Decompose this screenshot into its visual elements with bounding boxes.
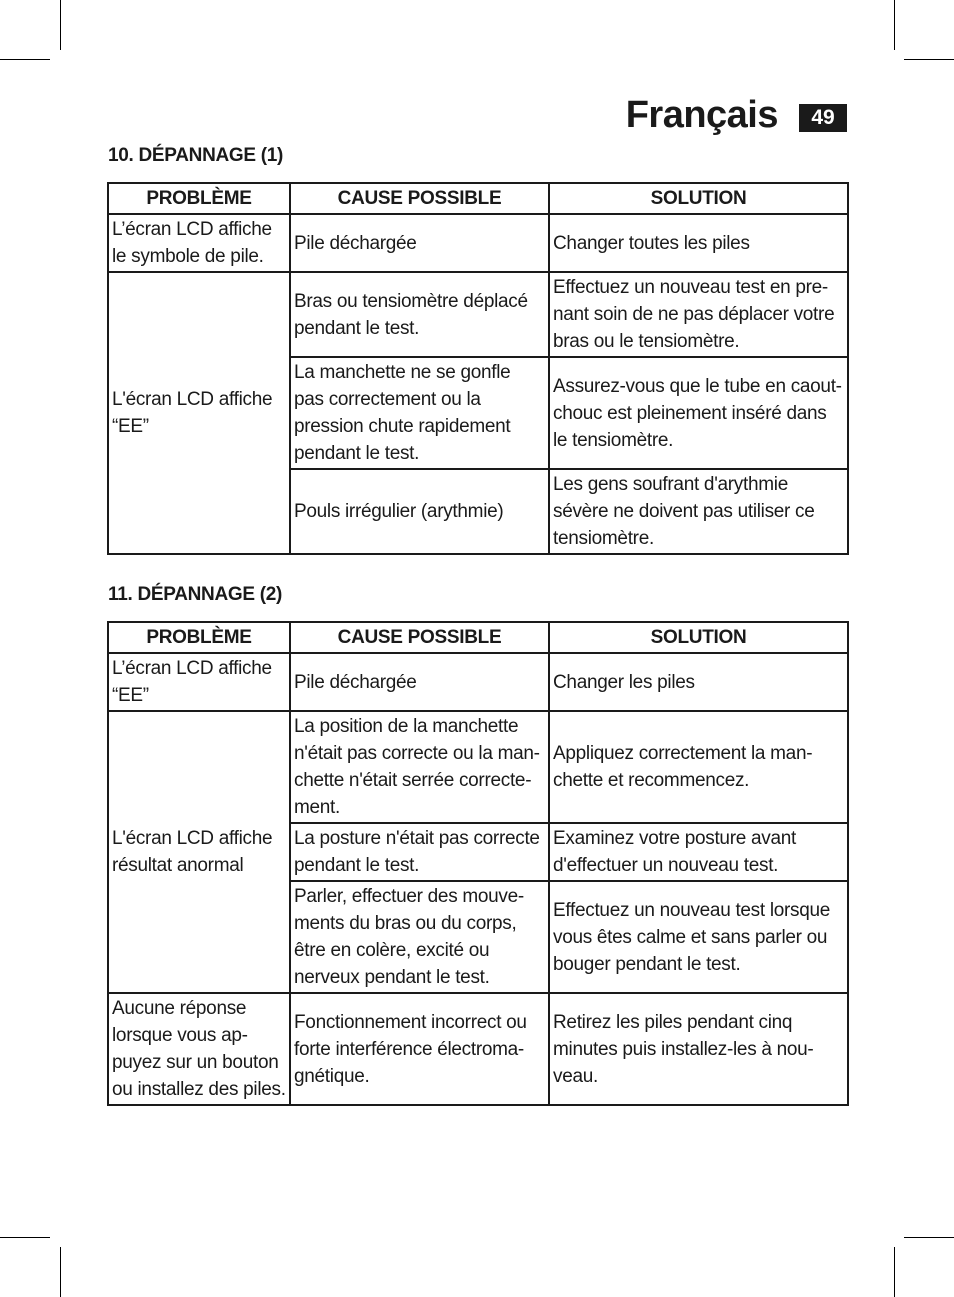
problem-cell: L’écran LCD affiche “EE”	[108, 653, 290, 711]
cause-cell: Pile déchargée	[290, 653, 549, 711]
problem-cell: L'écran LCD affiche “EE”	[108, 272, 290, 554]
column-header-cause: CAUSE POSSIBLE	[290, 183, 549, 214]
cause-cell: Pile déchargée	[290, 214, 549, 272]
language-heading: Français	[625, 94, 778, 136]
cause-cell: La manchette ne se gonfle pas correctement ou la pression chute rapidement pendant le test.	[290, 357, 549, 469]
solution-cell: Effectuez un nouveau test lorsque vous êtes calme et sans parler ou bouger pendant le test.	[549, 881, 848, 993]
cause-cell: Parler, effectuer des mouve-ments du bras ou du corps, être en colère, excité ou nerveux pendant le test.	[290, 881, 549, 993]
problem-cell: L’écran LCD affiche le symbole de pile.	[108, 214, 290, 272]
table-header-row	[108, 622, 848, 653]
cause-cell: Fonctionnement incorrect ou forte interférence électroma-gnétique.	[290, 993, 549, 1105]
cause-cell: Bras ou tensiomètre déplacé pendant le test.	[290, 272, 549, 357]
column-header-solution: SOLUTION	[549, 183, 848, 214]
problem-cell: L'écran LCD affiche résultat anormal	[108, 711, 290, 993]
table-row	[108, 653, 848, 711]
crop-mark	[894, 0, 895, 50]
page-number: 49	[799, 104, 847, 132]
problem-cell: Aucune réponse lorsque vous ap-puyez sur un bouton ou installez des piles.	[108, 993, 290, 1105]
solution-cell: Les gens soufrant d'arythmie sévère ne doivent pas utiliser ce tensiomètre.	[549, 469, 848, 554]
column-header-problem: PROBLÈME	[108, 183, 290, 214]
crop-mark	[904, 1237, 954, 1238]
crop-mark	[0, 1237, 50, 1238]
table-row	[108, 272, 848, 357]
cause-cell: La posture n'était pas correcte pendant le test.	[290, 823, 549, 881]
solution-cell: Examinez votre posture avant d'effectuer un nouveau test.	[549, 823, 848, 881]
crop-mark	[60, 1247, 61, 1297]
troubleshooting-table-1	[107, 182, 849, 555]
section-title-troubleshooting-2: 11. DÉPANNAGE (2)	[108, 584, 283, 605]
solution-cell: Assurez-vous que le tube en caout-chouc est pleinement inséré dans le tensiomètre.	[549, 357, 848, 469]
solution-cell: Effectuez un nouveau test en pre-nant soin de ne pas déplacer votre bras ou le tensiomètre.	[549, 272, 848, 357]
cause-cell: Pouls irrégulier (arythmie)	[290, 469, 549, 554]
crop-mark	[894, 1247, 895, 1297]
column-header-cause: CAUSE POSSIBLE	[290, 622, 549, 653]
cause-cell: La position de la manchette n'était pas correcte ou la man-chette n'était serrée correcte-ment.	[290, 711, 549, 823]
crop-mark	[904, 59, 954, 60]
solution-cell: Changer les piles	[549, 653, 848, 711]
solution-cell: Changer toutes les piles	[549, 214, 848, 272]
crop-mark	[0, 59, 50, 60]
solution-cell: Retirez les piles pendant cinq minutes puis installez-les à nou-veau.	[549, 993, 848, 1105]
table-row	[108, 993, 848, 1105]
column-header-problem: PROBLÈME	[108, 622, 290, 653]
table-header-row	[108, 183, 848, 214]
table-row	[108, 711, 848, 823]
table-row	[108, 214, 848, 272]
troubleshooting-table-2	[107, 621, 849, 1106]
section-title-troubleshooting-1: 10. DÉPANNAGE (1)	[108, 145, 284, 166]
column-header-solution: SOLUTION	[549, 622, 848, 653]
crop-mark	[60, 0, 61, 50]
solution-cell: Appliquez correctement la man-chette et recommencez.	[549, 711, 848, 823]
